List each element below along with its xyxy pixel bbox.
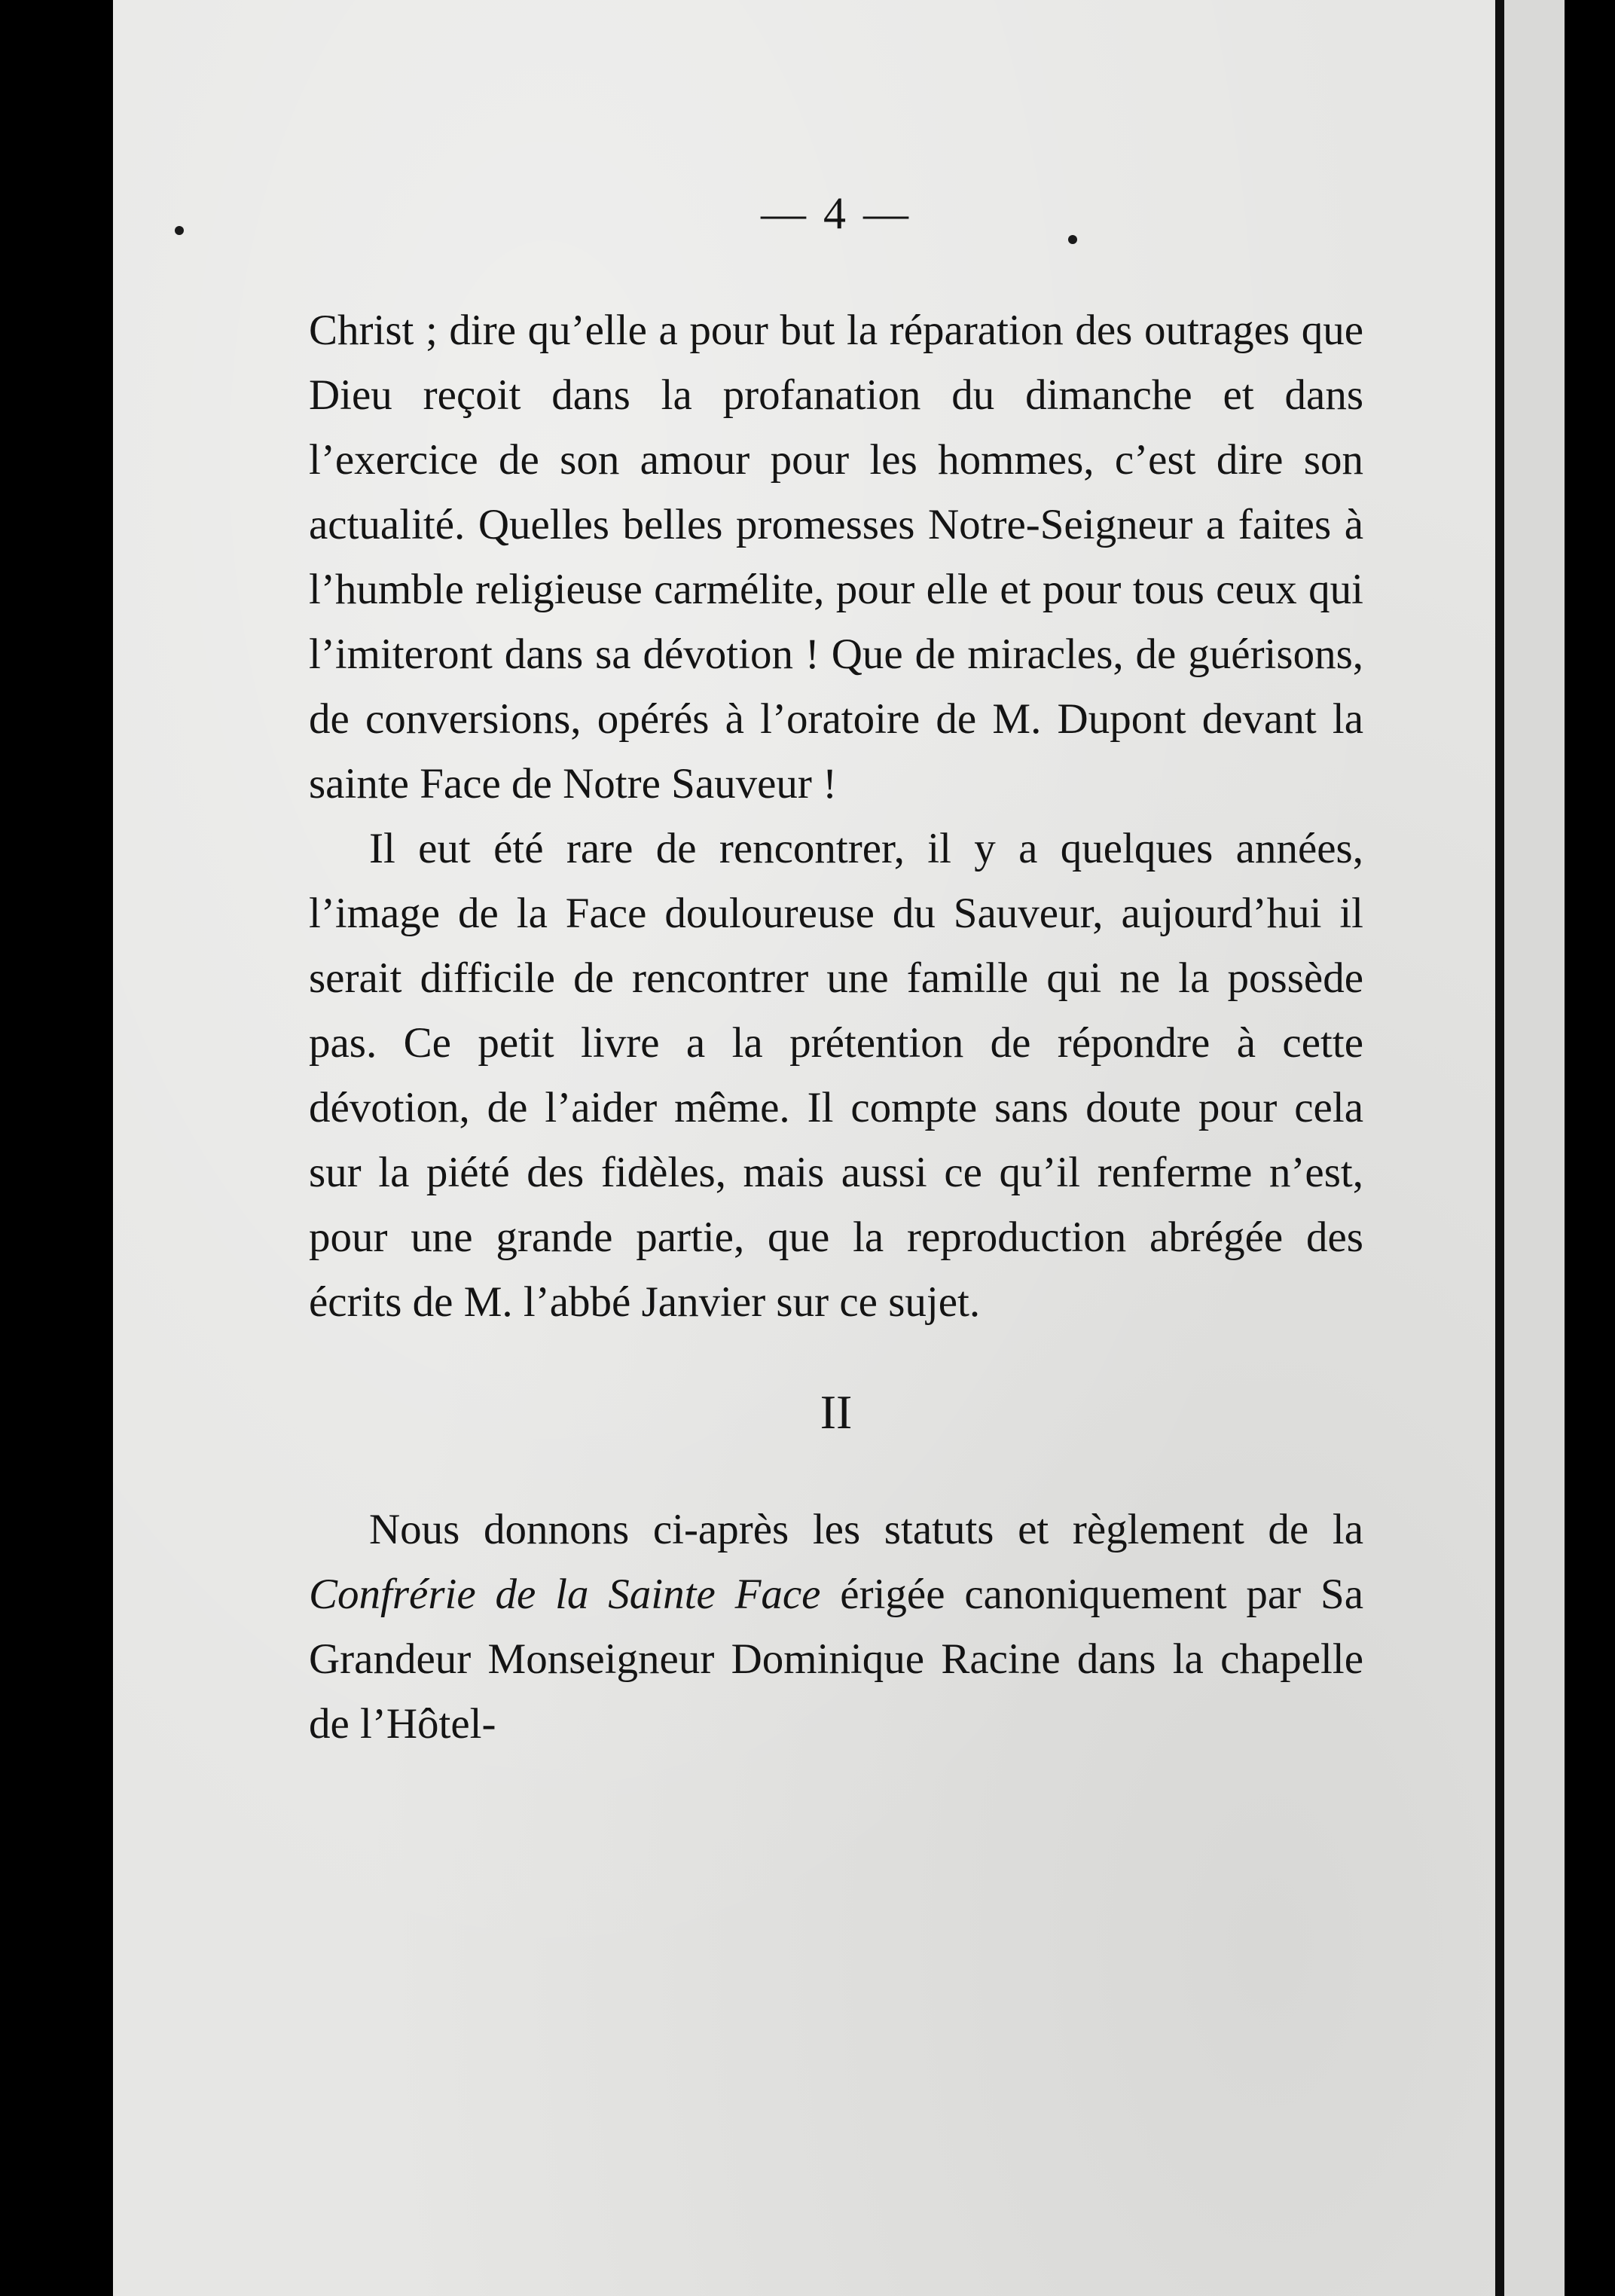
paragraph-text-after-title: érigée canoniquement par Sa Grandeur Monseigneur Dominique Racine dans la chapelle de l’Hôtel- <box>309 1571 1363 1748</box>
page-text-block <box>309 181 1363 1757</box>
page-number: — 4 — <box>761 188 911 238</box>
paragraph-text-before-title: Nous donnons ci-après les statuts et règlement de la <box>369 1506 1363 1553</box>
paragraph-continuation: Christ ; dire qu’elle a pour but la réparation des outrages que Dieu reçoit dans la profanation du dimanche et dans l’exercice de son amour pour les hommes, c’est dire son actualité. Quelles belles promesses Notre-Seigneur a faites à l’humble religieuse carmélite, pour elle et pour tous ceux qui l’imiteront dans sa dévotion ! Que de miracles, de guérisons, de conversions, opérés à l’oratoire de M. Dupont devant la sainte Face de Notre Sauveur ! <box>309 307 1363 808</box>
paragraph-confrerie <box>309 1498 1363 1757</box>
paragraph: Il eut été rare de rencontrer, il y a quelques années, l’image de la Face douloureuse du Sauveur, aujourd’hui il serait difficile de rencontrer une famille qui ne la possède pas. Ce petit livre a la prétention de répondre à cette dévotion, de l’aider même. Il compte sans doute pour cela sur la piété des fidèles, mais aussi ce qu’il renferme n’est, pour une grande partie, que la reproduction abrégée des écrits de M. l’abbé Janvier sur ce sujet. <box>309 825 1363 1326</box>
section-heading-numeral: II <box>820 1385 853 1439</box>
next-page-edge <box>1495 0 1565 2296</box>
confrerie-title: Confrérie de la Sainte Face <box>309 1571 821 1618</box>
dust-speck <box>175 226 184 235</box>
